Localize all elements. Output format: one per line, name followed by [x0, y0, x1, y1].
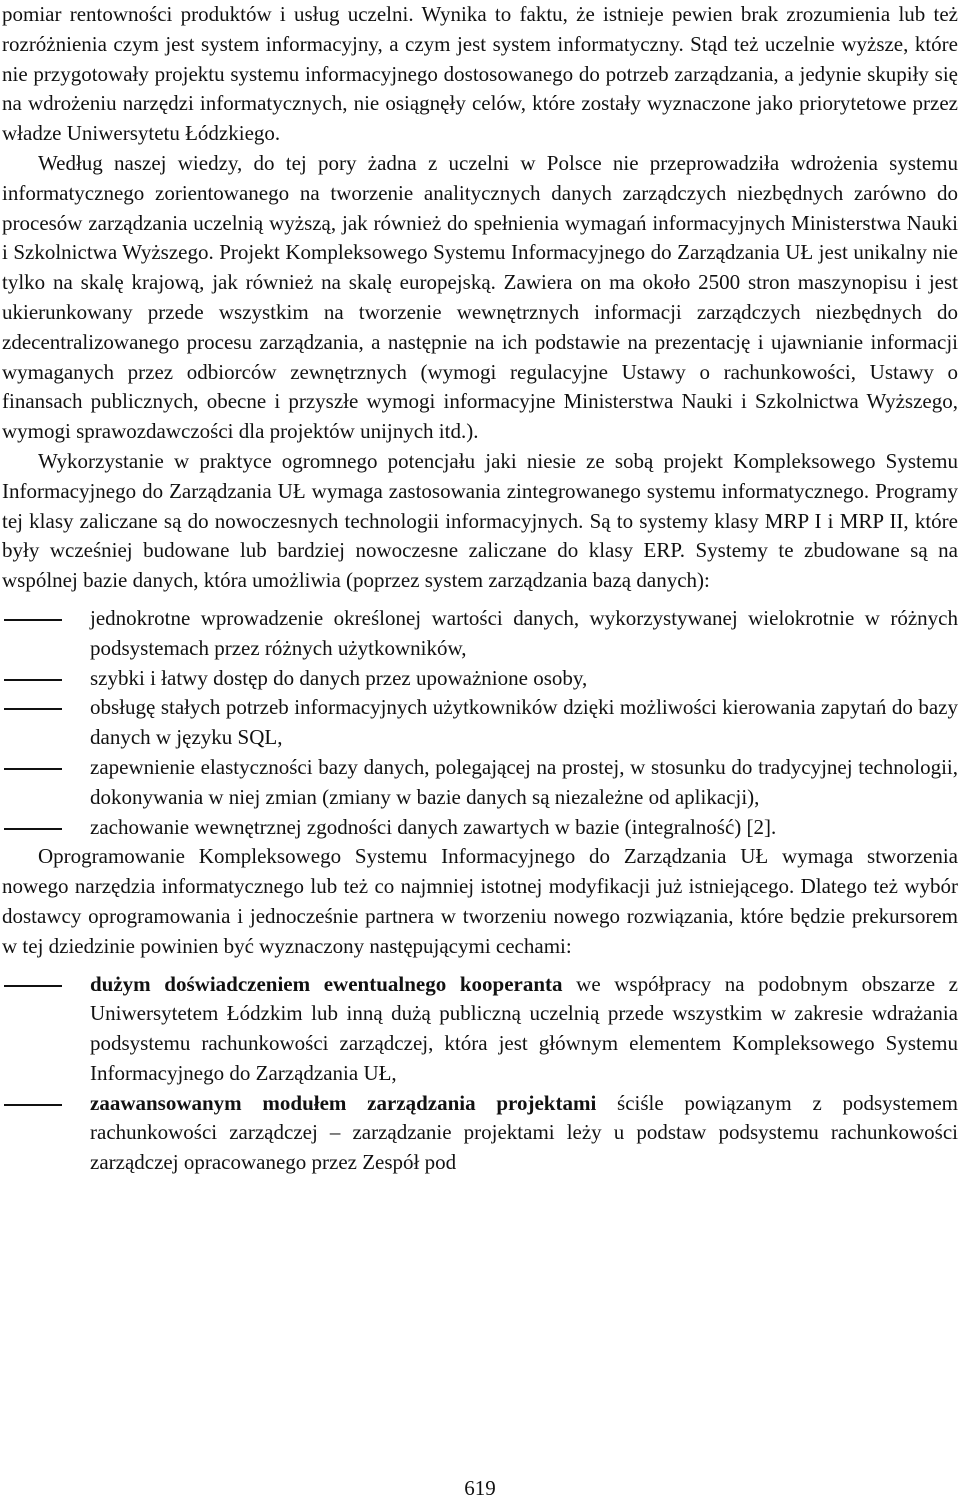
- list-item: jednokrotne wprowadzenie określonej wartości danych, wykorzystywanej wielokrotnie w różnych podsystemach przez różnych użytkowników,: [90, 605, 958, 660]
- list-item: zapewnienie elastyczności bazy danych, polegającej na prostej, w stosunku do tradycyjnej technologii, dokonywania w niej zmian (zmiany w bazie danych są niezależne od aplikacji),: [90, 754, 958, 809]
- list-item: zachowanie wewnętrznej zgodności danych zawartych w bazie (integralność) [2].: [90, 814, 777, 839]
- paragraph-software: Oprogramowanie Kompleksowego Systemu Informacyjnego do Zarządzania UŁ wymaga stworzenia nowego narzędzia informatycznego lub też co najmniej istotnej modyfikacji już istniejącego. Dlatego też wybór dostawcy oprogramowania i jednocześnie partnera w tworzeniu nowego rozwiązania, które będzie prekursorem w tej dziedzinie powinien być wyznaczony następującymi cechami:: [2, 844, 958, 958]
- paragraph-knowledge: Według naszej wiedzy, do tej pory żadna z uczelni w Polsce nie przeprowadziła wdrożenia systemu informatycznego zorientowanego na tworzenie analitycznych danych zarządczych niezbędnych zarówno do procesów zarządzania uczelnią wyższą, jak również do spełnienia wymagań informacyjnych Ministerstwa Nauki i Szkolnictwa Wyższego. Projekt Kompleksowego Systemu Informacyjnego do Zarządzania UŁ jest unikalny nie tylko na skalę krajową, jak również na skalę europejską. Zawiera on ma około 2500 stron maszynopisu i jest ukierunkowany przede wszystkim na tworzenie wewnętrznych informacji zarządczych niezbędnych do zdecentralizowanego procesu zarządzania, a następnie na ich podstawie na prezentację i ujawnianie informacji wymaganych przez odbiorców zewnętrznych (wymogi regulacyjne Ustawy o rachunkowości, Ustawy o finansach publicznych, obecne i przyszłe wymogi informacyjne Ministerstwa Nauki i Szkolnictwa Wyższego, wymogi sprawozdawczości dla projektów unijnych itd.).: [2, 150, 958, 444]
- list-item: szybki i łatwy dostęp do danych przez upoważnione osoby,: [90, 665, 588, 690]
- list-item: obsługę stałych potrzeb informacyjnych użytkowników dzięki możliwości kierowania zapytań do bazy danych w języku SQL,: [90, 695, 958, 750]
- database-features-list: [2, 604, 958, 842]
- list-item: dużym doświadczeniem ewentualnego kooperanta we współpracy na podobnym obszarze z Uniwersytetem Łódzkim lub inną dużą publiczną uczelnią przede wszystkim w zakresie wdrażania podsystemu rachunkowości zarządczej, która jest głównym elementem Kompleksowego Systemu Informacyjnego do Zarządzania UŁ,: [90, 971, 958, 1085]
- vendor-criteria-list: [2, 970, 958, 1179]
- text-section: [2, 0, 958, 1178]
- page-number: 619: [464, 1476, 496, 1500]
- list-item: zaawansowanym modułem zarządzania projektami ściśle powiązanym z podsystemem rachunkowości zarządczej – zarządzanie projektami leży u podstaw podsystemu rachunkowości zarządczej opracowanego przez Zespół pod: [90, 1090, 958, 1175]
- paragraph-intro: pomiar rentowności produktów i usług uczelni. Wynika to faktu, że istnieje pewien brak zrozumienia lub też rozróżnienia czym jest system informacyjny, a czym jest system informatyczny. Stąd też uczelnie wyższe, które nie przygotowały projektu systemu informacyjnego dostosowanego do potrzeb zarządzania, a jedynie skupiły się na wdrożeniu narzędzi informatycznych, nie osiągnęły celów, które zostały wyznaczone jako priorytetowe przez władze Uniwersytetu Łódzkiego.: [2, 2, 958, 146]
- criterion-bold: dużym doświadczeniem ewentualnego kooperanta: [90, 971, 563, 996]
- paragraph-erp: Wykorzystanie w praktyce ogromnego potencjału jaki niesie ze sobą projekt Kompleksowego Systemu Informacyjnego do Zarządzania UŁ wymaga zastosowania zintegrowanego systemu informatycznego. Programy tej klasy zaliczane są do nowoczesnych technologii informacyjnych. Są to systemy klasy MRP I i MRP II, które były wcześniej budowane lub bardziej nowoczesne zaliczane do klasy ERP. Systemy te zbudowane są na wspólnej bazie danych, która umożliwia (poprzez system zarządzania bazą danych):: [2, 448, 958, 593]
- criterion-bold: zaawansowanym modułem zarządzania projektami: [90, 1090, 597, 1115]
